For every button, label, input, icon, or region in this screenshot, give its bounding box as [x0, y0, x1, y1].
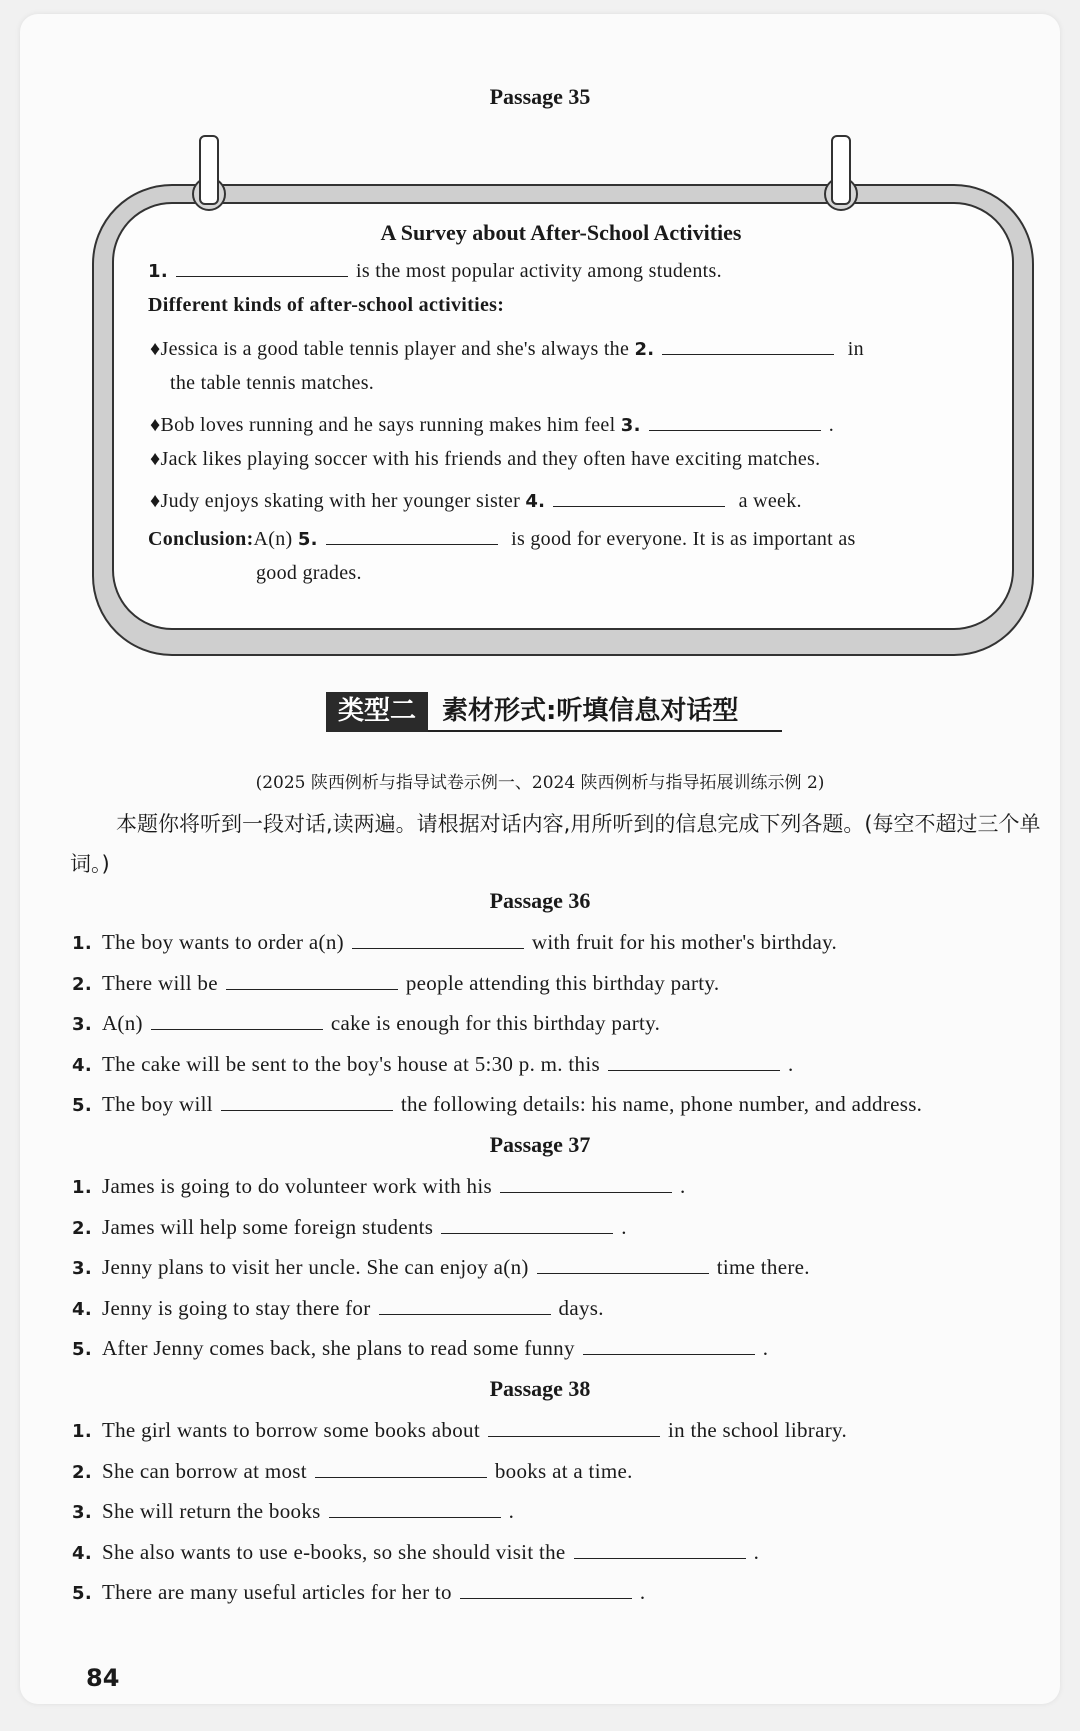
passage37-question-5	[72, 1334, 768, 1361]
answer-blank[interactable]	[441, 1213, 613, 1234]
question-number: 4.	[72, 1542, 92, 1564]
passage36-question-1	[72, 928, 837, 955]
survey-title: A Survey about After-School Activities	[380, 220, 742, 245]
question-number: 3.	[72, 1258, 92, 1279]
question-text-after: .	[679, 1174, 686, 1198]
question-number: 2.	[72, 973, 92, 995]
survey-conclusion: Conclusion:A(n) 5. is good for everyone. It is as important as	[148, 524, 856, 551]
question-text-before: She will return the books	[101, 1499, 321, 1523]
question-text-before: A(n)	[101, 1011, 143, 1035]
passage38-question-1	[72, 1416, 847, 1443]
question-text-before: James will help some foreign students	[101, 1214, 434, 1239]
answer-blank[interactable]	[352, 928, 524, 949]
survey-line-jack: ♦Jack likes playing soccer with his friends and they often have exciting matches.	[150, 448, 821, 470]
answer-blank[interactable]	[379, 1294, 551, 1315]
workbook-page	[20, 14, 1060, 1704]
question-number: 5.	[72, 1583, 92, 1604]
survey-line-bob: ♦Bob loves running and he says running makes him feel 3. .	[150, 410, 834, 437]
passage38-question-5	[72, 1578, 645, 1605]
question-text-before: The girl wants to borrow some books about	[101, 1418, 480, 1442]
survey-conclusion-cont: good grades.	[256, 562, 362, 584]
question-number: 1.	[72, 933, 92, 954]
question-number: 2.	[72, 1217, 92, 1239]
answer-blank[interactable]	[151, 1009, 323, 1030]
question-text-before: There are many useful articles for her to	[101, 1580, 452, 1604]
passage38-question-4	[72, 1538, 759, 1565]
question-number: 5.	[72, 1339, 92, 1360]
question-text-after: cake is enough for this birthday party.	[330, 1011, 661, 1035]
survey-line-1: 1. is the most popular activity among students.	[148, 256, 722, 283]
section-tag: 类型二	[326, 692, 428, 732]
passage-35-title: Passage 35	[489, 84, 591, 109]
kinds-heading: Different kinds of after-school activities:	[148, 294, 505, 316]
question-text-after: days.	[558, 1295, 604, 1320]
question-number: 2.	[72, 1461, 92, 1483]
question-number: 1.	[72, 1177, 92, 1198]
question-text-after: .	[762, 1336, 769, 1360]
instructions: 本题你将听到一段对话,读两遍。请根据对话内容,用所听到的信息完成下列各题。(每空不超过三个单词。)	[70, 812, 1041, 876]
answer-blank-3[interactable]	[649, 410, 821, 431]
section-banner	[326, 692, 782, 732]
question-number: 4.	[72, 1054, 92, 1076]
survey-line-jessica-cont: the table tennis matches.	[170, 372, 375, 394]
question-text-after: books at a time.	[494, 1458, 633, 1483]
answer-blank[interactable]	[315, 1457, 487, 1478]
question-number: 5.	[72, 1095, 92, 1116]
answer-blank[interactable]	[226, 969, 398, 990]
passage36-question-2	[72, 969, 719, 996]
board-hanger-right-icon	[818, 134, 864, 224]
question-text-before: After Jenny comes back, she plans to read some funny	[101, 1336, 575, 1360]
answer-blank-2[interactable]	[662, 334, 834, 355]
question-text-after: time there.	[716, 1255, 810, 1279]
passage-36-title: Passage 36	[489, 888, 591, 913]
answer-blank[interactable]	[583, 1334, 755, 1355]
question-text-before: Jenny is going to stay there for	[101, 1295, 371, 1320]
answer-blank[interactable]	[608, 1050, 780, 1071]
answer-blank[interactable]	[574, 1538, 746, 1559]
question-text-before: She also wants to use e-books, so she should visit the	[101, 1539, 566, 1564]
question-text-before: The boy will	[101, 1092, 213, 1116]
passage38-question-3	[72, 1497, 514, 1524]
question-text-before: She can borrow at most	[101, 1458, 307, 1483]
question-text-after: .	[621, 1214, 627, 1239]
passage36-question-3	[72, 1009, 660, 1036]
passage38-question-2	[72, 1457, 633, 1484]
board-hanger-left-icon	[186, 134, 232, 224]
passage37-question-4	[72, 1294, 604, 1321]
passage36-question-4	[72, 1050, 794, 1077]
passage-37-title: Passage 37	[489, 1132, 591, 1157]
passage-38-title: Passage 38	[489, 1376, 591, 1401]
passage37-question-1	[72, 1172, 686, 1199]
question-text-after: in the school library.	[667, 1418, 847, 1442]
answer-blank[interactable]	[537, 1253, 709, 1274]
page-number: 84	[86, 1664, 120, 1692]
survey-line-judy: ♦Judy enjoys skating with her younger sister 4. a week.	[150, 486, 802, 513]
source-note: (2025 陕西例析与指导试卷示例一、2024 陕西例析与指导拓展训练示例 2)	[255, 773, 825, 793]
question-number: 1.	[72, 1421, 92, 1442]
question-text-before: There will be	[101, 970, 218, 995]
passage36-question-5	[72, 1090, 922, 1117]
question-text-after: .	[639, 1580, 646, 1604]
question-text-after: .	[787, 1051, 794, 1076]
question-text-after: .	[753, 1539, 760, 1564]
section-title: 素材形式:听填信息对话型	[428, 692, 782, 732]
question-number: 3.	[72, 1502, 92, 1523]
answer-blank[interactable]	[221, 1090, 393, 1111]
question-text-before: James is going to do volunteer work with his	[101, 1174, 492, 1198]
answer-blank-4[interactable]	[553, 486, 725, 507]
question-text-after: the following details: his name, phone number, and address.	[400, 1092, 923, 1116]
question-text-before: The cake will be sent to the boy's house at 5:30 p. m. this	[101, 1051, 600, 1076]
question-text-before: The boy wants to order a(n)	[101, 930, 344, 954]
passage37-question-3	[72, 1253, 810, 1280]
answer-blank[interactable]	[460, 1578, 632, 1599]
survey-line-jessica: ♦Jessica is a good table tennis player and she's always the 2. in	[150, 334, 864, 361]
question-text-before: Jenny plans to visit her uncle. She can enjoy a(n)	[101, 1255, 529, 1279]
answer-blank[interactable]	[500, 1172, 672, 1193]
answer-blank-1[interactable]	[176, 256, 348, 277]
answer-blank[interactable]	[488, 1416, 660, 1437]
passage37-question-2	[72, 1213, 627, 1240]
question-text-after: .	[508, 1499, 515, 1523]
question-number: 3.	[72, 1014, 92, 1035]
question-number: 4.	[72, 1298, 92, 1320]
question-text-after: people attending this birthday party.	[405, 970, 720, 995]
answer-blank-5[interactable]	[326, 524, 498, 545]
answer-blank[interactable]	[329, 1497, 501, 1518]
question-text-after: with fruit for his mother's birthday.	[531, 930, 838, 954]
